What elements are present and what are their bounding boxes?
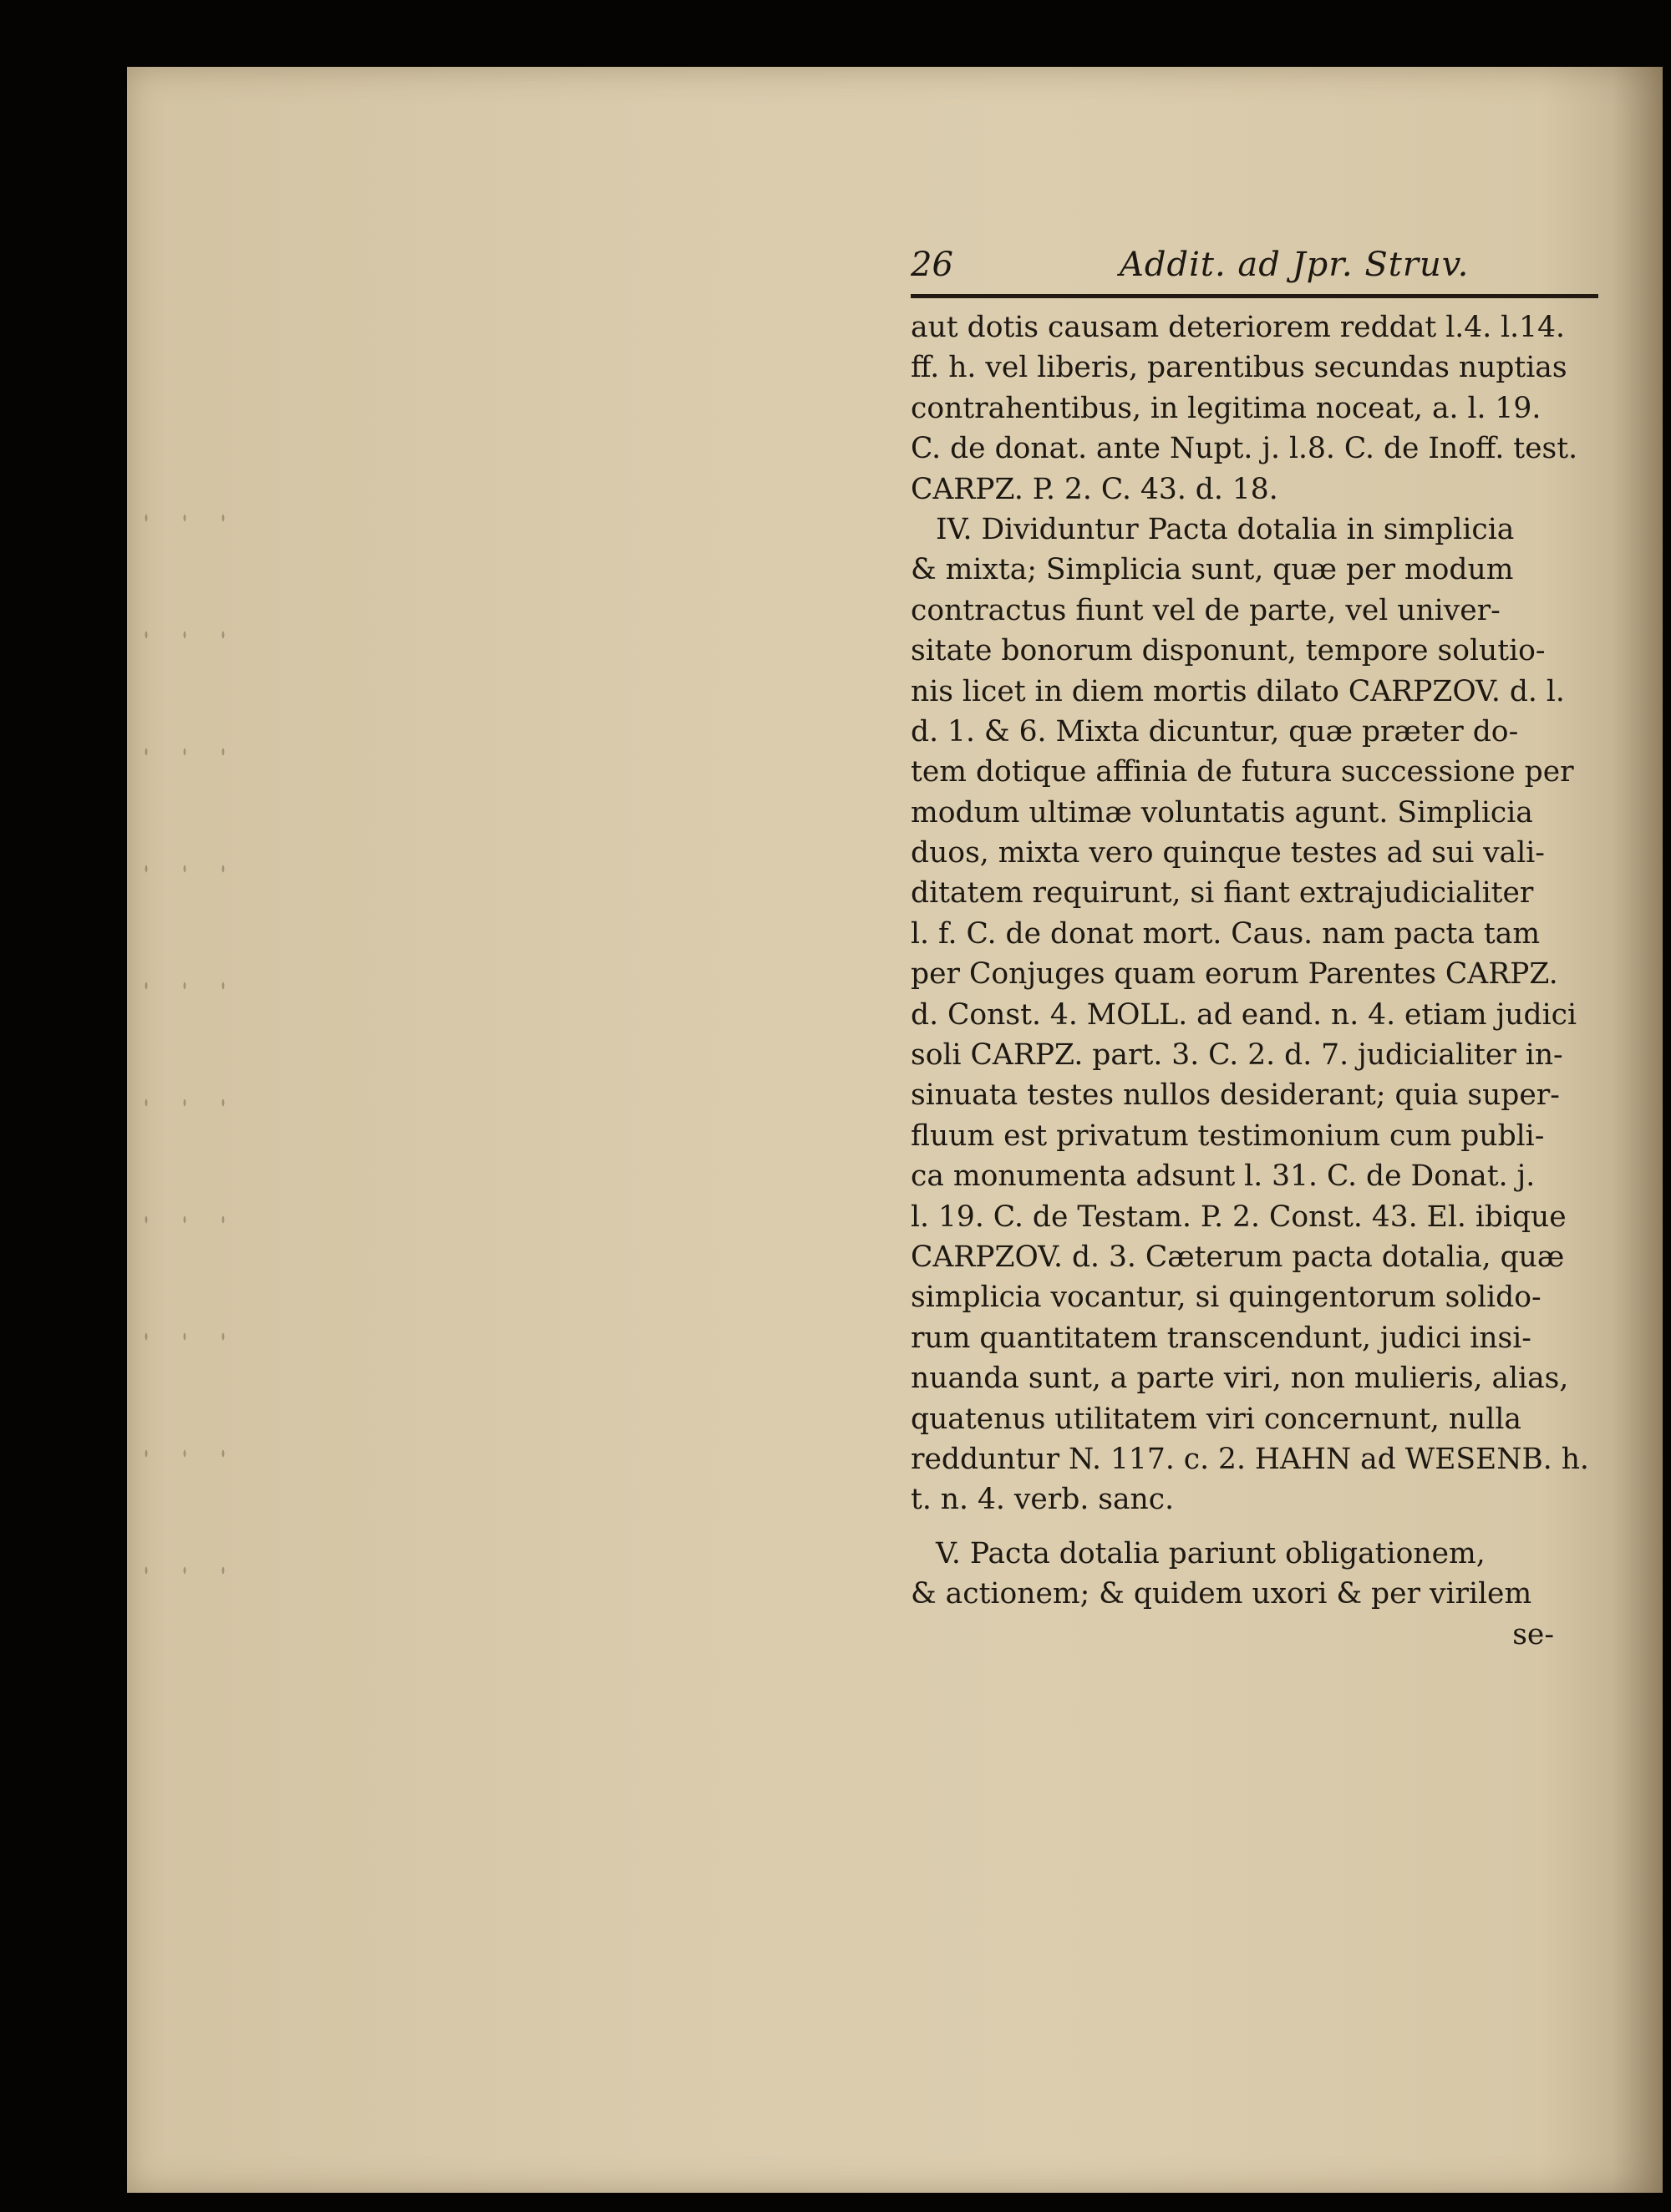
text-line: d. 1. & 6. Mixta dicuntur, quæ præter do- <box>911 714 1519 748</box>
text-line: CARPZOV. d. 3. Cæterum pacta dotalia, quæ <box>911 1240 1565 1274</box>
paragraph-v-start: V. Pacta dotalia pariunt obligationem, <box>936 1536 1486 1570</box>
text-line: quatenus utilitatem viri concernunt, nulla <box>911 1402 1521 1436</box>
text-line: CARPZ. P. 2. C. 43. d. 18. <box>911 472 1278 506</box>
text-line: & actionem; & quidem uxori & per virilem <box>911 1577 1532 1611</box>
text-line: fluum est privatum testimonium cum publi- <box>911 1119 1545 1153</box>
page-number: 26 <box>911 246 953 284</box>
text-line: ff. h. vel liberis, parentibus secundas nuptias <box>911 351 1567 385</box>
text-line: tem dotique affinia de futura successione per <box>911 755 1574 789</box>
text-line: t. n. 4. verb. sanc. <box>911 1483 1175 1517</box>
text-line: & mixta; Simplicia sunt, quæ per modum <box>911 553 1514 587</box>
text-line: modum ultimæ voluntatis agunt. Simplicia <box>911 795 1533 830</box>
text-line: contrahentibus, in legitima noceat, a. l. 19. <box>911 391 1541 425</box>
text-line: soli CARPZ. part. 3. C. 2. d. 7. judicialiter in- <box>911 1038 1563 1073</box>
running-head <box>911 244 1604 292</box>
show-through-marks <box>127 459 244 1629</box>
text-line: simplicia vocantur, si quingentorum solido- <box>911 1281 1541 1315</box>
text-line: nis licet in diem mortis dilato CARPZOV. d. l. <box>911 674 1565 708</box>
paragraph-iv-start: IV. Dividuntur Pacta dotalia in simplicia <box>936 512 1515 546</box>
paragraph-gap <box>911 1520 1604 1534</box>
header-rule <box>911 294 1598 298</box>
text-line: aut dotis causam deteriorem reddat l.4. l.14. <box>911 311 1566 344</box>
running-title: Addit. ad Jpr. Struv. <box>1120 246 1470 284</box>
text-line: C. de donat. ante Nupt. j. l.8. C. de Inoff. test. <box>911 432 1578 466</box>
text-line: per Conjuges quam eorum Parentes CARPZ. <box>911 957 1558 992</box>
text-line: l. f. C. de donat mort. Caus. nam pacta tam <box>911 916 1541 951</box>
text-line: l. 19. C. de Testam. P. 2. Const. 43. El. ibique <box>911 1200 1567 1234</box>
text-line: duos, mixta vero quinque testes ad sui vali- <box>911 836 1545 870</box>
text-line: contractus fiunt vel de parte, vel univer- <box>911 593 1501 627</box>
page-edge-shadow <box>1613 67 1663 2193</box>
text-line: ca monumenta adsunt l. 31. C. de Donat. j. <box>911 1159 1536 1194</box>
body-text <box>911 307 1604 1655</box>
text-line: d. Const. 4. MOLL. ad eand. n. 4. etiam judici <box>911 997 1577 1032</box>
text-line: sitate bonorum disponunt, tempore solutio- <box>911 634 1546 668</box>
text-block <box>911 244 1604 1651</box>
text-line: rum quantitatem transcendunt, judici insi- <box>911 1321 1531 1355</box>
catchword: se- <box>1512 1617 1554 1651</box>
text-line: sinuata testes nullos desiderant; quia super- <box>911 1078 1560 1113</box>
text-line: redduntur N. 117. c. 2. HAHN ad WESENB. h. <box>911 1442 1589 1476</box>
text-line: ditatem requirunt, si fiant extrajudicialiter <box>911 876 1534 911</box>
text-line: nuanda sunt, a parte viri, non mulieris, alias, <box>911 1362 1569 1396</box>
